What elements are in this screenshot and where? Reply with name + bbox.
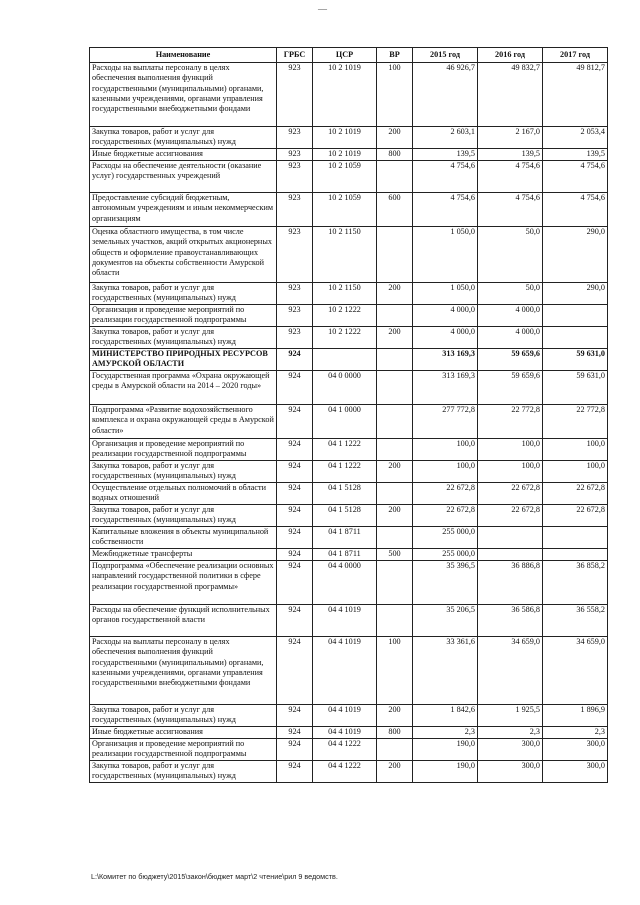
cell-grbs: 923 [277,283,313,305]
cell-csr: 04 4 1019 [313,605,377,637]
footer-file-path: L:\Комитет по бюджету\2015\закон\бюджет март\2 чтение\рил 9 ведомств. [91,872,338,881]
table-row [90,739,608,761]
table-row [90,705,608,727]
cell-vr [377,739,413,761]
cell-grbs: 924 [277,439,313,461]
table-row [90,149,608,161]
cell-y2015: 1 050,0 [413,227,478,283]
table-row [90,227,608,283]
cell-vr: 600 [377,193,413,227]
cell-y2015: 1 842,6 [413,705,478,727]
cell-name: Расходы на обеспечение деятельности (оказание услуг) государственных учреждений [90,161,277,193]
cell-y2016: 300,0 [478,761,543,783]
cell-y2016: 36 586,8 [478,605,543,637]
table-row [90,349,608,371]
cell-csr: 04 1 0000 [313,405,377,439]
table-row [90,637,608,705]
cell-vr [377,561,413,605]
cell-y2015: 35 206,5 [413,605,478,637]
cell-name: Межбюджетные трансферты [90,549,277,561]
cell-y2016: 59 659,6 [478,371,543,405]
cell-y2016: 22 772,8 [478,405,543,439]
cell-y2015: 2 603,1 [413,127,478,149]
cell-y2015: 2,3 [413,727,478,739]
cell-y2015: 22 672,8 [413,505,478,527]
cell-csr: 04 4 1019 [313,637,377,705]
cell-csr: 04 4 1019 [313,705,377,727]
cell-grbs: 923 [277,227,313,283]
cell-vr [377,227,413,283]
cell-y2017: 22 772,8 [543,405,608,439]
cell-grbs: 924 [277,483,313,505]
cell-name: Организация и проведение мероприятий по реализации государственной подпрограммы [90,739,277,761]
cell-y2017: 4 754,6 [543,161,608,193]
table-row [90,305,608,327]
cell-y2016: 4 754,6 [478,193,543,227]
cell-grbs: 924 [277,527,313,549]
table-row [90,761,608,783]
cell-vr [377,349,413,371]
cell-vr [377,605,413,637]
cell-vr: 200 [377,283,413,305]
cell-name: Осуществление отдельных полномочий в области водных отношений [90,483,277,505]
cell-y2017: 139,5 [543,149,608,161]
cell-name: Закупка товаров, работ и услуг для государственных (муниципальных) нужд [90,505,277,527]
cell-y2015: 1 050,0 [413,283,478,305]
cell-grbs: 923 [277,305,313,327]
cell-name: Закупка товаров, работ и услуг для государственных (муниципальных) нужд [90,761,277,783]
cell-y2015: 277 772,8 [413,405,478,439]
page-mark: — [318,4,327,14]
cell-y2016: 4 754,6 [478,161,543,193]
cell-csr: 10 2 1222 [313,327,377,349]
cell-y2016: 34 659,0 [478,637,543,705]
cell-y2015: 313 169,3 [413,371,478,405]
cell-y2015: 33 361,6 [413,637,478,705]
cell-y2017: 290,0 [543,227,608,283]
header-2017: 2017 год [543,48,608,63]
table-row [90,527,608,549]
cell-grbs: 924 [277,505,313,527]
cell-name: Расходы на выплаты персоналу в целях обеспечения выполнения функций государственными (муниципальными) органами, казенными учреждениями, органами управления государственными внебюджетными фондами [90,637,277,705]
cell-y2017: 22 672,8 [543,483,608,505]
cell-y2017: 100,0 [543,461,608,483]
cell-grbs: 924 [277,739,313,761]
cell-y2015: 4 000,0 [413,305,478,327]
cell-name: Предоставление субсидий бюджетным, автономным учреждениям и иным некоммерческим организациям [90,193,277,227]
cell-grbs: 924 [277,727,313,739]
cell-csr: 04 4 1222 [313,739,377,761]
cell-y2015: 313 169,3 [413,349,478,371]
cell-csr: 04 1 5128 [313,483,377,505]
table-row [90,161,608,193]
table-row [90,283,608,305]
table-body [90,63,608,783]
cell-y2016 [478,527,543,549]
table-row [90,483,608,505]
header-csr: ЦСР [313,48,377,63]
cell-name: Подпрограмма «Развитие водохозяйственного комплекса и охрана окружающей среды в Амурской области» [90,405,277,439]
table-row [90,371,608,405]
cell-name: Закупка товаров, работ и услуг для государственных (муниципальных) нужд [90,283,277,305]
cell-y2015: 255 000,0 [413,549,478,561]
cell-y2017: 2,3 [543,727,608,739]
cell-y2015: 4 754,6 [413,161,478,193]
cell-grbs: 924 [277,549,313,561]
cell-grbs: 924 [277,561,313,605]
cell-y2016: 50,0 [478,227,543,283]
cell-csr: 10 2 1059 [313,161,377,193]
cell-y2017: 300,0 [543,761,608,783]
cell-vr: 800 [377,149,413,161]
cell-y2015: 190,0 [413,739,478,761]
cell-grbs: 923 [277,193,313,227]
cell-y2016: 100,0 [478,461,543,483]
cell-name: Оценка областного имущества, в том числе земельных участков, акций открытых акционерных обществ и оформление правоустанавливающих документов на объекты собственности Амурской области [90,227,277,283]
cell-y2015: 46 926,7 [413,63,478,127]
cell-name: Закупка товаров, работ и услуг для государственных (муниципальных) нужд [90,327,277,349]
cell-vr: 200 [377,761,413,783]
cell-grbs: 923 [277,127,313,149]
budget-table [89,47,608,783]
cell-y2016: 4 000,0 [478,327,543,349]
cell-grbs: 923 [277,161,313,193]
cell-y2017: 22 672,8 [543,505,608,527]
cell-grbs: 924 [277,371,313,405]
cell-y2017 [543,305,608,327]
cell-csr: 04 1 5128 [313,505,377,527]
cell-y2016: 1 925,5 [478,705,543,727]
cell-vr: 100 [377,637,413,705]
cell-csr: 10 2 1019 [313,127,377,149]
cell-vr: 200 [377,505,413,527]
cell-y2016: 4 000,0 [478,305,543,327]
cell-y2015: 100,0 [413,439,478,461]
cell-grbs: 923 [277,327,313,349]
cell-y2015: 4 754,6 [413,193,478,227]
cell-name: Подпрограмма «Обеспечение реализации основных направлений государственной политики в сфере реализации государственной программы» [90,561,277,605]
cell-y2015: 4 000,0 [413,327,478,349]
cell-vr: 800 [377,727,413,739]
cell-vr [377,371,413,405]
cell-y2016 [478,549,543,561]
table-header [90,48,608,63]
cell-y2016: 50,0 [478,283,543,305]
cell-vr: 100 [377,63,413,127]
cell-csr: 10 2 1019 [313,63,377,127]
cell-grbs: 924 [277,605,313,637]
cell-y2017: 36 558,2 [543,605,608,637]
cell-csr: 10 2 1150 [313,283,377,305]
cell-grbs: 924 [277,637,313,705]
cell-vr [377,439,413,461]
cell-name: Организация и проведение мероприятий по реализации государственной подпрограммы [90,305,277,327]
cell-csr: 10 2 1059 [313,193,377,227]
cell-csr: 04 4 1222 [313,761,377,783]
cell-csr: 04 1 8711 [313,549,377,561]
cell-y2017 [543,327,608,349]
cell-csr: 04 1 1222 [313,461,377,483]
cell-name: МИНИСТЕРСТВО ПРИРОДНЫХ РЕСУРСОВ АМУРСКОЙ ОБЛАСТИ [90,349,277,371]
cell-grbs: 923 [277,63,313,127]
cell-y2016: 100,0 [478,439,543,461]
cell-y2015: 100,0 [413,461,478,483]
cell-y2017: 300,0 [543,739,608,761]
cell-y2017: 4 754,6 [543,193,608,227]
cell-y2017: 2 053,4 [543,127,608,149]
table-row [90,63,608,127]
cell-csr: 04 1 1222 [313,439,377,461]
cell-csr [313,349,377,371]
cell-y2017: 290,0 [543,283,608,305]
cell-y2015: 139,5 [413,149,478,161]
table-row [90,193,608,227]
cell-y2017 [543,549,608,561]
cell-y2016: 59 659,6 [478,349,543,371]
cell-y2017: 34 659,0 [543,637,608,705]
cell-y2015: 35 396,5 [413,561,478,605]
cell-y2017: 100,0 [543,439,608,461]
cell-y2016: 22 672,8 [478,505,543,527]
cell-vr: 500 [377,549,413,561]
cell-name: Расходы на обеспечение функций исполнительных органов государственной власти [90,605,277,637]
table-row [90,439,608,461]
cell-csr: 10 2 1222 [313,305,377,327]
cell-vr [377,405,413,439]
cell-grbs: 924 [277,405,313,439]
header-name: Наименование [90,48,277,63]
cell-y2015: 22 672,8 [413,483,478,505]
cell-name: Закупка товаров, работ и услуг для государственных (муниципальных) нужд [90,705,277,727]
cell-vr [377,305,413,327]
cell-y2017 [543,527,608,549]
cell-y2016: 2 167,0 [478,127,543,149]
cell-name: Иные бюджетные ассигнования [90,727,277,739]
cell-name: Иные бюджетные ассигнования [90,149,277,161]
header-vr: ВР [377,48,413,63]
cell-vr: 200 [377,705,413,727]
cell-y2016: 22 672,8 [478,483,543,505]
header-grbs: ГРБС [277,48,313,63]
cell-y2017: 36 858,2 [543,561,608,605]
table-row [90,127,608,149]
cell-csr: 04 4 1019 [313,727,377,739]
cell-name: Закупка товаров, работ и услуг для государственных (муниципальных) нужд [90,461,277,483]
cell-csr: 10 2 1019 [313,149,377,161]
table-row [90,327,608,349]
cell-vr: 200 [377,461,413,483]
cell-grbs: 924 [277,761,313,783]
cell-grbs: 923 [277,149,313,161]
cell-grbs: 924 [277,461,313,483]
cell-csr: 10 2 1150 [313,227,377,283]
cell-y2016: 139,5 [478,149,543,161]
cell-name: Расходы на выплаты персоналу в целях обеспечения выполнения функций государственными (муниципальными) органами, казенными учреждениями, органами управления государственными внебюджетными фондами [90,63,277,127]
table-row [90,405,608,439]
cell-vr: 200 [377,327,413,349]
table-row [90,727,608,739]
table-row [90,461,608,483]
cell-y2016: 49 832,7 [478,63,543,127]
cell-name: Организация и проведение мероприятий по реализации государственной подпрограммы [90,439,277,461]
cell-csr: 04 0 0000 [313,371,377,405]
cell-y2017: 49 812,7 [543,63,608,127]
cell-y2016: 300,0 [478,739,543,761]
cell-grbs: 924 [277,349,313,371]
table-row [90,505,608,527]
cell-y2016: 36 886,8 [478,561,543,605]
header-2016: 2016 год [478,48,543,63]
cell-grbs: 924 [277,705,313,727]
table-row [90,605,608,637]
table-row [90,561,608,605]
cell-y2015: 255 000,0 [413,527,478,549]
cell-y2017: 59 631,0 [543,371,608,405]
cell-csr: 04 1 8711 [313,527,377,549]
cell-vr [377,483,413,505]
cell-vr: 200 [377,127,413,149]
cell-name: Капитальные вложения в объекты муниципальной собственности [90,527,277,549]
cell-csr: 04 4 0000 [313,561,377,605]
cell-y2015: 190,0 [413,761,478,783]
cell-name: Государственная программа «Охрана окружающей среды в Амурской области на 2014 – 2020 годы» [90,371,277,405]
table-row [90,549,608,561]
cell-vr [377,527,413,549]
cell-y2016: 2,3 [478,727,543,739]
header-2015: 2015 год [413,48,478,63]
cell-name: Закупка товаров, работ и услуг для государственных (муниципальных) нужд [90,127,277,149]
cell-y2017: 1 896,9 [543,705,608,727]
cell-y2017: 59 631,0 [543,349,608,371]
cell-vr [377,161,413,193]
